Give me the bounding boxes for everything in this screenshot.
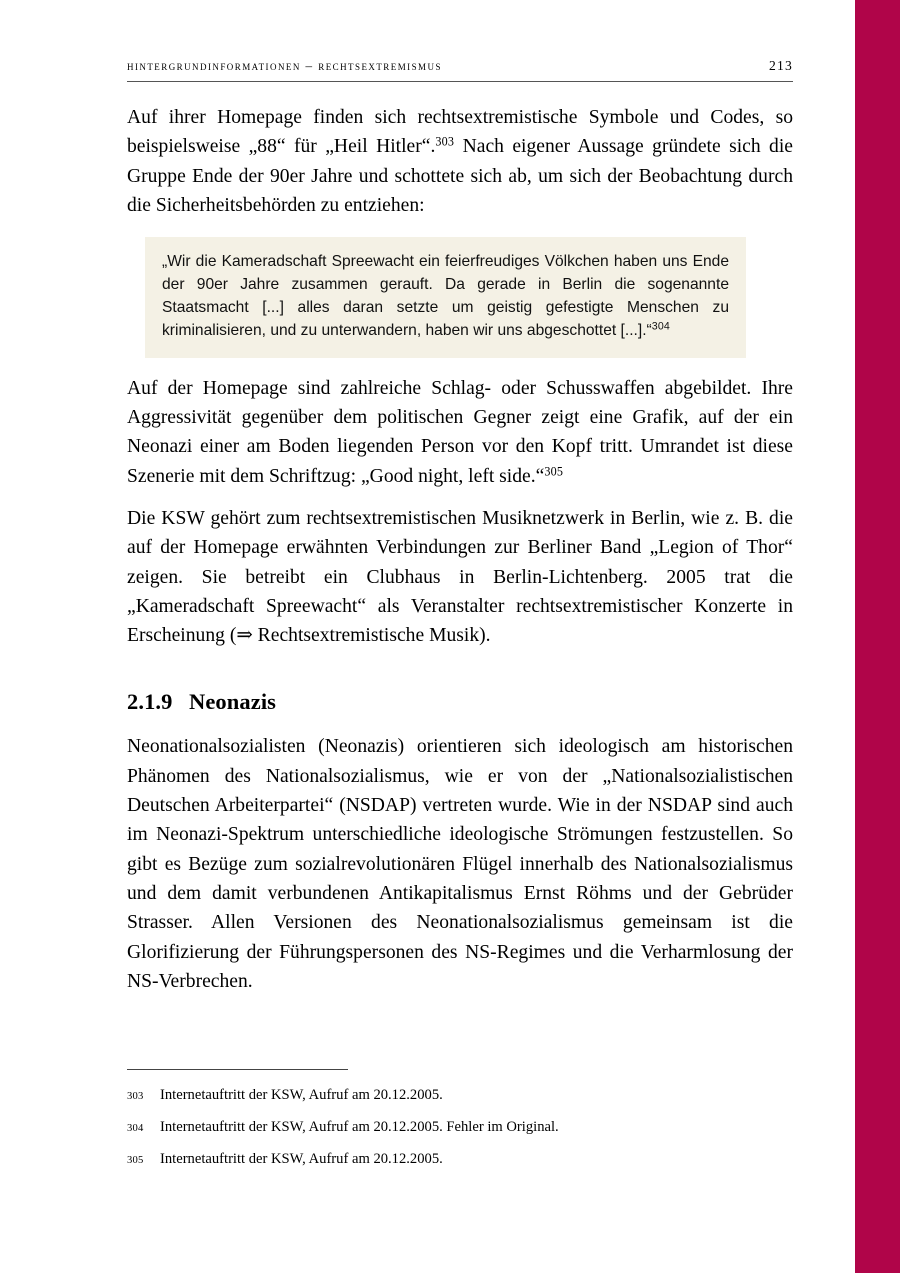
footnote-number: 304	[127, 1123, 144, 1134]
footnote-item	[127, 1118, 793, 1138]
footnote-area	[127, 1069, 793, 1182]
body-column	[127, 103, 793, 996]
section-heading	[127, 688, 793, 715]
quotation-paragraph	[162, 251, 729, 343]
page-edge-accent-bar	[855, 0, 900, 1273]
paragraph-2-text: Auf der Homepage sind zahlreiche Schlag- oder Schusswaffen abgebildet. Ihre Aggressivität gegenüber dem politischen Gegner zeigt eine Grafik, auf der ein Neonazi einer am Boden liegenden Person vor den Kopf tritt. Umrandet ist diese Szenerie mit dem Schriftzug: „Good night, left side.“	[127, 377, 793, 487]
section-heading-title: Neonazis	[189, 689, 277, 715]
footnote-text: Internetauftritt der KSW, Aufruf am 20.12.2005.	[160, 1087, 443, 1103]
page-number: 213	[769, 58, 793, 73]
footnote-ref-303[interactable]: 303	[435, 134, 455, 149]
paragraph-2	[127, 374, 793, 491]
paragraph-1-text-b: Nach eigener Aussage gründete sich die Gruppe Ende der 90er Jahre und schottete sich ab, um sich der Beobachtung durch die Sicherheitsbehörden zu entziehen:	[127, 136, 793, 216]
running-head-title: hintergrundinformationen – rechtsextremismus	[127, 58, 442, 73]
paragraph-1	[127, 103, 793, 220]
footnote-separator-rule	[127, 1069, 348, 1070]
paragraph-3: Die KSW gehört zum rechtsextremistischen Musiknetzwerk in Berlin, wie z. B. die auf der Homepage erwähnten Verbindungen zur Berliner Band „Legion of Thor“ zeigen. Sie betreibt ein Clubhaus in Berlin-Lichtenberg. 2005 trat die „Kameradschaft Spreewacht“ als Veranstalter rechtsextremistischer Konzerte in Erscheinung (⇒ Rechtsextremistische Musik).	[127, 508, 793, 647]
footnote-ref-304[interactable]: 304	[651, 320, 671, 333]
quotation-text: „Wir die Kameradschaft Spreewacht ein feierfreudiges Völkchen haben uns Ende der 90er Jahre zusammen gerauft. Da gerade in Berlin die sogenannte Staatsmacht [...] alles daran setzte um geistig gefestigte Menschen zu kriminalisieren, und zu unterwandern, haben wir uns abgeschottet [...].“	[162, 253, 729, 339]
running-head	[127, 58, 793, 82]
footnote-ref-305[interactable]: 305	[544, 464, 564, 479]
quotation-box	[145, 237, 746, 358]
footnote-number: 303	[127, 1091, 144, 1102]
footnote-text: Internetauftritt der KSW, Aufruf am 20.12.2005.	[160, 1151, 443, 1167]
paragraph-1-text-a: Auf ihrer Homepage finden sich rechtsextremistische Symbole und Codes, so beispielsweise „88“ für „Heil Hitler“.	[127, 107, 793, 158]
footnote-item	[127, 1086, 793, 1106]
section-heading-number: 2.1.9	[127, 689, 173, 715]
paragraph-4: Neonationalsozialisten (Neonazis) orientieren sich ideologisch am historischen Phänomen des Nationalsozialismus, wie er von der „Nationalsozialistischen Deutschen Arbeiterpartei“ (NSDAP) vertreten wurde. Wie in der NSDAP sind auch im Neonazi-Spektrum unterschiedliche ideologische Strömungen festzustellen. So gibt es Bezüge zum sozialrevolutionären Flügel innerhalb des Nationalsozialismus und dem damit verbundenen Antikapitalismus Ernst Röhms und der Gebrüder Strasser. Allen Versionen des Neonationalsozialismus gemeinsam ist die Glorifizierung der Führungspersonen des NS-Regimes und die Verharmlosung der NS-Verbrechen.	[127, 736, 793, 992]
footnote-item	[127, 1150, 793, 1170]
footnote-text: Internetauftritt der KSW, Aufruf am 20.12.2005. Fehler im Original.	[160, 1119, 559, 1135]
footnote-number: 305	[127, 1155, 144, 1166]
